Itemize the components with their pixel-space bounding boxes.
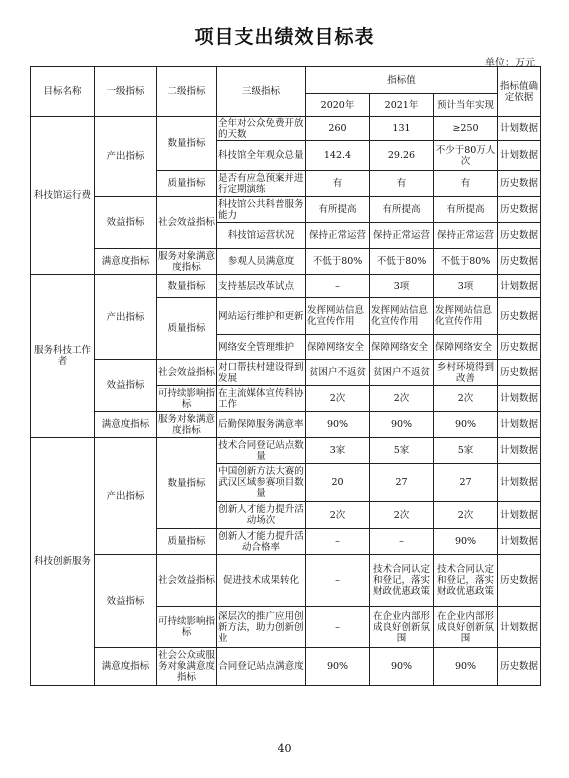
- value-2020: 有所提高: [306, 197, 370, 223]
- level1-cell: 效益指标: [95, 197, 157, 249]
- table-row: [31, 360, 541, 386]
- value-2020: 142.4: [306, 141, 370, 171]
- level3-cell: 创新人才能力提升活动场次: [217, 502, 306, 529]
- level3-cell: 科技馆运营状况: [217, 223, 306, 249]
- goal-cell: 服务科技工作者: [31, 275, 95, 438]
- value-2021: 保持正常运营: [370, 223, 434, 249]
- value-2020: –: [306, 607, 370, 648]
- value-2020: 3家: [306, 438, 370, 464]
- table-row: [31, 275, 541, 298]
- level1-cell: 满意度指标: [95, 412, 157, 438]
- performance-target-table: [30, 66, 541, 686]
- basis-cell: 历史数据: [498, 223, 541, 249]
- level3-cell: 是否有应急预案并进行定期演练: [218, 172, 304, 195]
- header-expected: 预计当年实现: [434, 94, 498, 117]
- basis-cell: 计划数据: [498, 438, 541, 464]
- level3-cell: 中国创新方法大赛的武汉区域参赛项目数量: [217, 464, 306, 502]
- basis-cell: 计划数据: [498, 412, 541, 438]
- value-2020: 不低于80%: [306, 249, 370, 275]
- value-2020: 2次: [306, 502, 370, 529]
- value-2020: 90%: [306, 412, 370, 438]
- value-2021: 在企业内部形成良好创新氛围: [370, 607, 434, 648]
- value-2021: 保障网络安全: [370, 335, 434, 360]
- value-expected: 有所提高: [434, 197, 498, 223]
- value-2020: –: [306, 555, 370, 607]
- value-expected: 3项: [434, 275, 498, 298]
- level1-cell: 产出指标: [95, 275, 157, 360]
- basis-cell: 历史数据: [498, 171, 541, 197]
- level3-cell: 深层次的推广应用创新方法，助力创新创业: [217, 607, 306, 648]
- value-expected: 不少于80万人次: [434, 141, 498, 171]
- value-expected: 有: [434, 171, 498, 197]
- value-2020: 有: [306, 171, 370, 197]
- level3-cell: 网络安全管理维护: [217, 335, 306, 360]
- level3-cell: 后勤保障服务满意率: [217, 412, 306, 438]
- value-2021: 131: [370, 117, 434, 141]
- table-row: [31, 648, 541, 686]
- level3-cell: 参观人员满意度: [217, 249, 306, 275]
- header-level1: 一级指标: [95, 67, 157, 117]
- value-expected: 不低于80%: [434, 249, 498, 275]
- value-expected: 27: [434, 464, 498, 502]
- header-level2: 二级指标: [157, 67, 217, 117]
- value-2021: 2次: [370, 502, 434, 529]
- level3-cell: 促进技术成果转化: [217, 555, 306, 607]
- level3-cell: 支持基层改革试点: [217, 275, 306, 298]
- value-2021: 有所提高: [370, 197, 434, 223]
- level2-cell: 服务对象满意度指标: [158, 413, 216, 436]
- table-row: [31, 117, 541, 141]
- value-expected: 90%: [434, 412, 498, 438]
- value-2021: 发挥网站信息化宣传作用: [370, 298, 434, 335]
- value-2020: 2次: [306, 386, 370, 412]
- header-basis: 指标值确定依据: [498, 67, 541, 117]
- value-2020: 保持正常运营: [306, 223, 370, 249]
- level1-cell: 效益指标: [95, 360, 157, 412]
- level3-cell: 科技馆全年观众总量: [217, 141, 306, 171]
- level1-cell: 满意度指标: [95, 249, 157, 275]
- header-2020: 2020年: [306, 94, 370, 117]
- level2-cell: 社会效益指标: [157, 360, 217, 386]
- level1-cell: 效益指标: [95, 555, 157, 648]
- level3-cell: 全年对公众免费开放的天数: [218, 117, 304, 140]
- value-2021: 不低于80%: [370, 249, 434, 275]
- basis-cell: 计划数据: [498, 275, 541, 298]
- basis-cell: 计划数据: [498, 607, 541, 648]
- header-index-value: 指标值: [306, 67, 498, 94]
- basis-cell: 计划数据: [498, 141, 541, 171]
- value-expected: 乡村环境得到改善: [434, 360, 498, 386]
- level2-cell: 质量指标: [157, 529, 217, 555]
- value-2021: 贫困户不返贫: [370, 360, 434, 386]
- level2-cell: 可持续影响指标: [158, 387, 216, 410]
- basis-cell: 历史数据: [498, 648, 541, 686]
- table-row: [31, 438, 541, 464]
- table-row: [31, 249, 541, 275]
- value-2021: 技术合同认定和登记，落实财政优惠政策: [370, 555, 434, 607]
- value-2021: 27: [370, 464, 434, 502]
- value-expected: 技术合同认定和登记，落实财政优惠政策: [434, 555, 498, 607]
- basis-cell: 历史数据: [498, 335, 541, 360]
- header-row: [31, 67, 541, 94]
- basis-cell: 计划数据: [498, 386, 541, 412]
- value-expected: 在企业内部形成良好创新氛围: [434, 607, 498, 648]
- value-2021: 29.26: [370, 141, 434, 171]
- header-2021: 2021年: [370, 94, 434, 117]
- value-2021: 3项: [370, 275, 434, 298]
- level2-cell: 数量指标: [157, 117, 217, 171]
- basis-cell: 历史数据: [498, 298, 541, 335]
- basis-cell: 计划数据: [498, 464, 541, 502]
- value-2021: 5家: [370, 438, 434, 464]
- value-expected: 2次: [434, 502, 498, 529]
- goal-cell: 科技创新服务: [31, 438, 95, 686]
- level1-cell: 满意度指标: [95, 648, 157, 686]
- value-expected: 保障网络安全: [434, 335, 498, 360]
- value-expected: 5家: [434, 438, 498, 464]
- level2-cell: 可持续影响指标: [157, 607, 217, 648]
- level2-cell: 社会公众或服务对象满意度指标: [157, 648, 217, 686]
- basis-cell: 历史数据: [498, 249, 541, 275]
- value-2020: 20: [306, 464, 370, 502]
- basis-cell: 历史数据: [498, 555, 541, 607]
- value-2021: 90%: [370, 412, 434, 438]
- document-title: 项目支出绩效目标表: [194, 26, 375, 48]
- table-row: [31, 197, 541, 223]
- value-2021: –: [370, 529, 434, 555]
- level3-cell: 网站运行维护和更新: [217, 298, 306, 335]
- level2-cell: 社会效益指标: [157, 197, 217, 249]
- level2-cell: 数量指标: [157, 275, 217, 298]
- level3-cell: 合同登记站点满意度: [217, 648, 306, 686]
- level3-cell: 在主流媒体宣传科协工作: [218, 387, 304, 410]
- value-2020: –: [306, 275, 370, 298]
- level2-cell: 服务对象满意度指标: [158, 250, 216, 273]
- value-2020: 保障网络安全: [306, 335, 370, 360]
- table-row: [31, 412, 541, 438]
- level2-cell: 数量指标: [157, 438, 217, 529]
- basis-cell: 历史数据: [498, 197, 541, 223]
- level2-cell: 质量指标: [157, 171, 217, 197]
- basis-cell: 历史数据: [498, 360, 541, 386]
- value-2020: –: [306, 529, 370, 555]
- level3-cell: 对口帮扶村建设得到发展: [218, 361, 304, 384]
- level1-cell: 产出指标: [95, 117, 157, 197]
- level3-cell: 科技馆公共科普服务能力: [218, 198, 304, 221]
- goal-cell: 科技馆运行费: [31, 117, 95, 275]
- value-2021: 2次: [370, 386, 434, 412]
- basis-cell: 计划数据: [498, 529, 541, 555]
- header-level3: 三级指标: [217, 67, 306, 117]
- level2-cell: 质量指标: [157, 298, 217, 360]
- header-goal-name: 目标名称: [31, 67, 95, 117]
- value-2020: 260: [306, 117, 370, 141]
- level3-cell: 技术合同登记站点数量: [218, 439, 304, 462]
- table-row: [31, 555, 541, 607]
- value-expected: 90%: [434, 648, 498, 686]
- page-number: 40: [277, 742, 292, 755]
- level3-cell: 创新人才能力提升活动合格率: [218, 530, 304, 553]
- value-2020: 贫困户不返贫: [306, 360, 370, 386]
- value-expected: ≥250: [434, 117, 498, 141]
- basis-cell: 计划数据: [498, 502, 541, 529]
- value-2021: 90%: [370, 648, 434, 686]
- value-expected: 90%: [434, 529, 498, 555]
- level1-cell: 产出指标: [95, 438, 157, 555]
- value-expected: 2次: [434, 386, 498, 412]
- unit-label: 单位：万元: [485, 58, 535, 69]
- value-2020: 90%: [306, 648, 370, 686]
- level2-cell: 社会效益指标: [157, 555, 217, 607]
- value-expected: 保持正常运营: [434, 223, 498, 249]
- value-expected: 发挥网站信息化宣传作用: [434, 298, 498, 335]
- value-2020: 发挥网站信息化宣传作用: [306, 298, 370, 335]
- value-2021: 有: [370, 171, 434, 197]
- basis-cell: 计划数据: [498, 117, 541, 141]
